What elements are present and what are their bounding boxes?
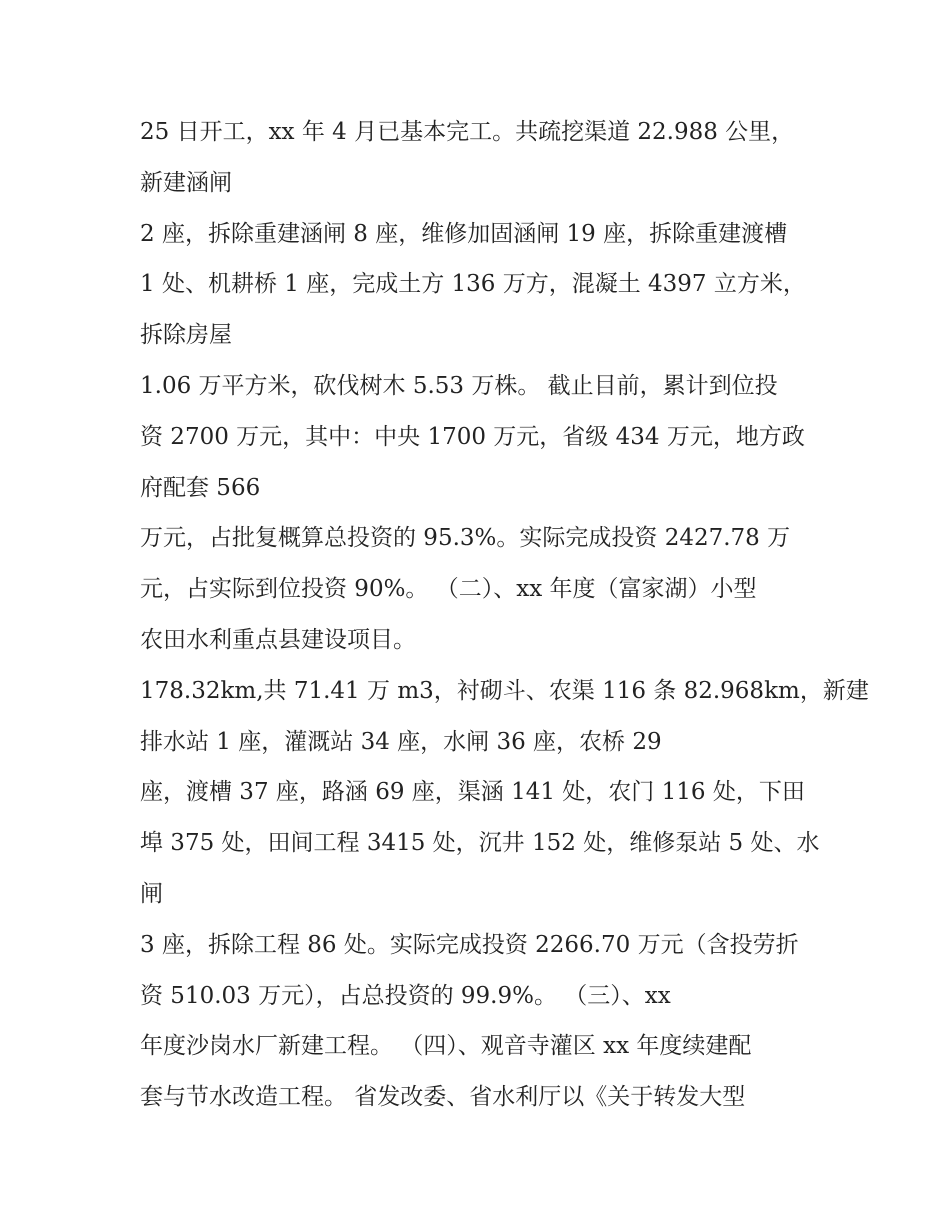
text-line: 农田水利重点县建设项目。 bbox=[140, 626, 416, 653]
text-line: 2 座，拆除重建涵闸 8 座，维修加固涵闸 19 座，拆除重建渡槽 bbox=[140, 220, 788, 247]
text-line: 1.06 万平方米，砍伐树木 5.53 万株。 截止目前，累计到位投 bbox=[140, 372, 778, 399]
text-line: 埠 375 处，田间工程 3415 处，沉井 152 处，维修泵站 5 处、水 bbox=[140, 830, 820, 857]
text-line: 排水站 1 座，灌溉站 34 座，水闸 36 座，农桥 29 bbox=[140, 728, 662, 755]
text-line: 拆除房屋 bbox=[140, 322, 232, 349]
text-line: 府配套 566 bbox=[140, 474, 261, 501]
text-line: 元，占实际到位投资 90%。 （二）、xx 年度（富家湖）小型 bbox=[140, 576, 757, 603]
text-line: 资 510.03 万元），占总投资的 99.9%。 （三）、xx bbox=[140, 982, 671, 1009]
text-line: 资 2700 万元，其中：中央 1700 万元，省级 434 万元，地方政 bbox=[140, 423, 805, 450]
text-line: 年度沙岗水厂新建工程。 （四）、观音寺灌区 xx 年度续建配 bbox=[140, 1033, 752, 1060]
text-line: 178.32km,共 71.41 万 m3，衬砌斗、农渠 116 条 82.968km，新建 bbox=[140, 677, 869, 704]
text-line: 1 处、机耕桥 1 座，完成土方 136 万方，混凝土 4397 立方米， bbox=[140, 271, 806, 298]
text-line: 3 座，拆除工程 86 处。实际完成投资 2266.70 万元（含投劳折 bbox=[140, 931, 799, 958]
text-line: 25 日开工，xx 年 4 月已基本完工。共疏挖渠道 22.988 公里， bbox=[140, 119, 795, 145]
body-text bbox=[140, 107, 869, 1123]
text-line: 套与节水改造工程。 省发改委、省水利厅以《关于转发大型 bbox=[140, 1084, 746, 1111]
text-line: 闸 bbox=[140, 880, 163, 907]
text-line: 万元，占批复概算总投资的 95.3%。实际完成投资 2427.78 万 bbox=[140, 525, 791, 552]
text-line: 座，渡槽 37 座，路涵 69 座，渠涵 141 处，农门 116 处，下田 bbox=[140, 779, 805, 806]
text-line: 新建涵闸 bbox=[140, 169, 232, 196]
